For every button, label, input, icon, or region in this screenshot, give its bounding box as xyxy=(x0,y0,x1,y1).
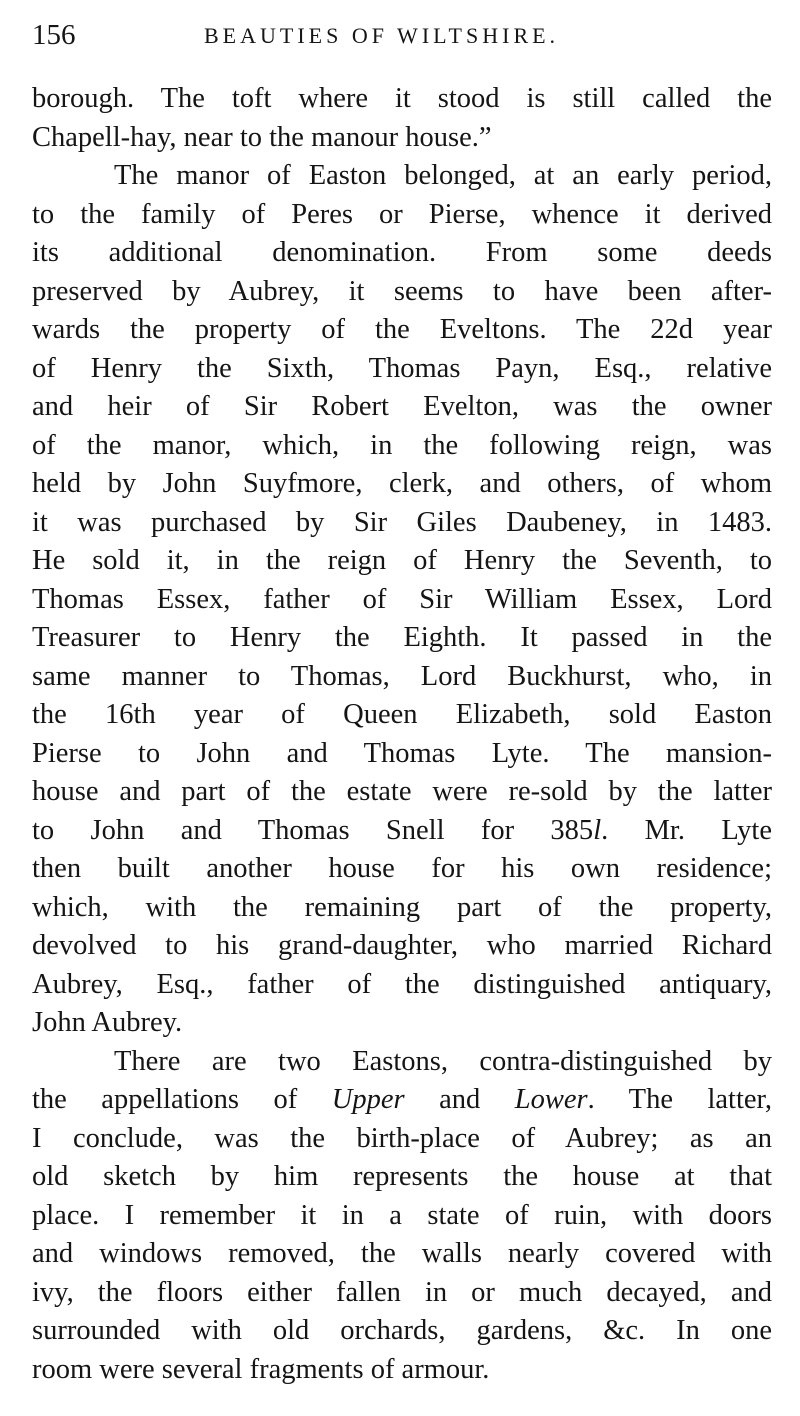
text-line: same manner to Thomas, Lord Buckhurst, who, in xyxy=(32,660,772,692)
text-line xyxy=(32,812,772,851)
text-line: I conclude, was the birth-place of Aubrey; as an xyxy=(32,1122,772,1154)
paragraph-first-line: There are two Eastons, contra-distinguished by xyxy=(114,1045,772,1077)
text-line: house and part of the estate were re-sold by the latter xyxy=(32,776,772,807)
text-run: the appellations of xyxy=(32,1084,332,1115)
text-line: borough. The toft where it stood is still called the xyxy=(32,83,772,114)
text-line: then built another house for his own residence; xyxy=(32,853,772,884)
italic-term-lower: Lower xyxy=(514,1084,588,1115)
body-text xyxy=(32,80,772,1389)
text-line xyxy=(32,1081,772,1120)
text-line: wards the property of the Eveltons. The 22d year xyxy=(32,314,772,345)
text-run: . The latter, xyxy=(587,1084,772,1115)
text-line: its additional denomination. From some deeds xyxy=(32,237,772,268)
text-line: John Aubrey. xyxy=(32,1007,183,1038)
text-line: of the manor, which, in the following reign, was xyxy=(32,429,772,461)
text-line: it was purchased by Sir Giles Daubeney, in 1483. xyxy=(32,506,772,538)
text-run: and xyxy=(404,1084,515,1115)
text-line: which, with the remaining part of the property, xyxy=(32,891,772,923)
text-line: ivy, the floors either fallen in or much decayed, and xyxy=(32,1276,772,1308)
text-line: surrounded with old orchards, gardens, &c. In one xyxy=(32,1315,772,1346)
text-line: Aubrey, Esq., father of the distinguished antiquary, xyxy=(32,968,772,1000)
italic-currency-mark: l xyxy=(593,814,602,846)
italic-term-upper: Upper xyxy=(331,1084,405,1115)
text-line: devolved to his grand-daughter, who married Richard xyxy=(32,930,772,961)
text-line: and heir of Sir Robert Evelton, was the owner xyxy=(32,391,772,422)
text-line: old sketch by him represents the house at that xyxy=(32,1161,772,1192)
text-line: the 16th year of Queen Elizabeth, sold Easton xyxy=(32,699,772,730)
text-line: Treasurer to Henry the Eighth. It passed in the xyxy=(32,622,772,653)
running-title: BEAUTIES OF WILTSHIRE. xyxy=(204,23,560,48)
page-number: 156 xyxy=(32,19,76,51)
text-line: preserved by Aubrey, it seems to have been after- xyxy=(32,275,772,307)
text-line: place. I remember it in a state of ruin, with doors xyxy=(32,1199,772,1231)
text-line: Chapell-hay, near to the manour house.” xyxy=(32,121,492,153)
text-run: to John and Thomas Snell for 385 xyxy=(32,814,594,846)
text-line: He sold it, in the reign of Henry the Seventh, to xyxy=(32,545,772,576)
text-line: to the family of Peres or Pierse, whence it derived xyxy=(32,198,772,230)
text-line: of Henry the Sixth, Thomas Payn, Esq., relative xyxy=(32,352,772,384)
text-line: Thomas Essex, father of Sir William Essex, Lord xyxy=(32,583,772,615)
text-line: Pierse to John and Thomas Lyte. The mansion- xyxy=(32,737,772,769)
text-line: held by John Suyfmore, clerk, and others, of whom xyxy=(32,468,772,499)
text-line: and windows removed, the walls nearly covered with xyxy=(32,1238,772,1269)
paragraph-first-line: The manor of Easton belonged, at an early period, xyxy=(114,160,772,191)
text-run: . Mr. Lyte xyxy=(601,814,772,846)
text-line: room were several fragments of armour. xyxy=(32,1353,490,1385)
running-head xyxy=(32,18,772,52)
